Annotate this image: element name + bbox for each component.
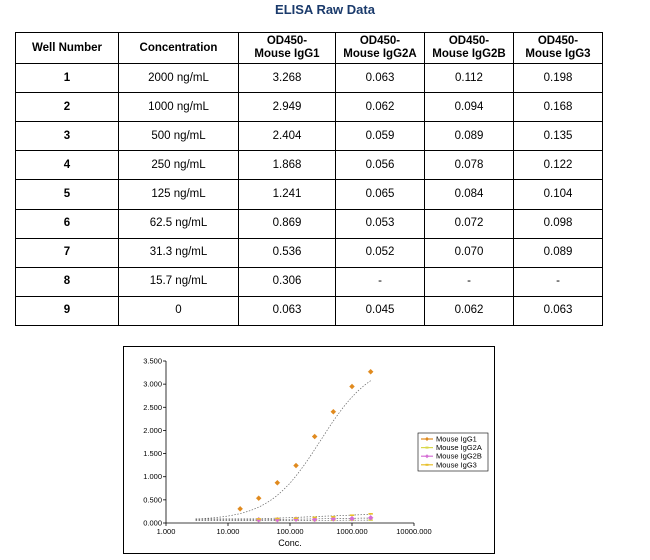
table-header-row [16,33,603,64]
od-value-cell: 0.104 [514,180,603,209]
data-point [349,384,354,389]
od-value-cell: 0.122 [514,151,603,180]
legend-label: Mouse IgG1 [436,434,477,444]
od-value-cell: 0.536 [239,238,336,267]
table-row [16,151,603,180]
well-number-cell: 7 [16,238,119,267]
data-point [238,506,243,511]
od-value-cell: - [336,267,425,296]
y-tick-label: 0.500 [143,495,162,505]
x-axis-label: Conc. [278,538,302,548]
od-value-cell: 0.070 [425,238,514,267]
column-header: OD450- Mouse IgG3 [514,33,603,64]
od-value-cell: 0.063 [514,296,603,325]
data-point [256,517,261,522]
data-point [312,434,317,439]
od-value-cell: 0.112 [425,64,514,93]
od-value-cell: 2.404 [239,122,336,151]
od-value-cell: 0.056 [336,151,425,180]
data-point [331,409,336,414]
concentration-cell: 62.5 ng/mL [119,209,239,238]
table-row [16,238,603,267]
od-value-cell: 3.268 [239,64,336,93]
x-tick-label: 10000.000 [396,527,432,536]
data-point [331,516,335,518]
od-value-cell: 2.949 [239,93,336,122]
od-value-cell: 0.053 [336,209,425,238]
od-value-cell: 1.241 [239,180,336,209]
x-tick-label: 1.000 [156,527,176,536]
well-number-cell: 6 [16,209,119,238]
od-value-cell: 0.135 [514,122,603,151]
page-title: ELISA Raw Data [275,2,375,17]
od-value-cell: 0.078 [425,151,514,180]
od-value-cell: 0.062 [425,296,514,325]
od-value-cell: 0.089 [514,238,603,267]
x-tick-label: 100.000 [276,527,304,536]
y-tick-label: 3.500 [143,356,162,366]
concentration-cell: 250 ng/mL [119,151,239,180]
data-point [275,480,280,485]
od-value-cell: 1.868 [239,151,336,180]
data-point [293,463,298,468]
data-point [368,513,372,515]
od-value-cell: 0.098 [514,209,603,238]
data-point [294,517,298,519]
od-value-cell: 0.063 [239,296,336,325]
legend-marker [426,447,429,449]
od-value-cell: 0.072 [425,209,514,238]
data-point [350,514,354,516]
elisa-data-table [15,32,603,326]
concentration-cell: 500 ng/mL [119,122,239,151]
legend-marker [426,464,429,466]
column-header: OD450- Mouse IgG2B [425,33,514,64]
od-value-cell: 0.045 [336,296,425,325]
y-tick-label: 3.000 [143,379,162,389]
y-tick-label: 0.000 [143,518,162,528]
od-value-cell: - [425,267,514,296]
column-header: OD450- Mouse IgG1 [239,33,336,64]
column-header: Concentration [119,33,239,64]
legend-label: Mouse IgG2A [436,443,482,453]
fit-curve-mouse-igg2b [196,518,371,520]
y-tick-label: 2.500 [143,402,162,412]
chart-svg [124,347,494,553]
table-row [16,296,603,325]
fit-curve-mouse-igg2a [196,520,371,521]
well-number-cell: 5 [16,180,119,209]
y-tick-label: 2.000 [143,425,162,435]
concentration-cell: 15.7 ng/mL [119,267,239,296]
x-tick-label: 1000.000 [336,527,368,536]
od-value-cell: 0.052 [336,238,425,267]
data-point [368,369,373,374]
fit-curve-mouse-igg3 [196,514,371,519]
fit-curve-mouse-igg1 [196,381,371,519]
x-tick-label: 10.000 [216,527,240,536]
well-number-cell: 2 [16,93,119,122]
data-point [256,496,261,501]
legend-label: Mouse IgG2B [436,451,482,461]
od-value-cell: 0.062 [336,93,425,122]
data-point [312,517,316,519]
od-value-cell: 0.065 [336,180,425,209]
standard-curve-chart [123,346,495,554]
od-value-cell: 0.063 [336,64,425,93]
column-header: OD450- Mouse IgG2A [336,33,425,64]
od-value-cell: 0.198 [514,64,603,93]
legend-label: Mouse IgG3 [436,460,477,470]
table-row [16,180,603,209]
table-row [16,267,603,296]
table-row [16,122,603,151]
od-value-cell: 0.094 [425,93,514,122]
concentration-cell: 2000 ng/mL [119,64,239,93]
concentration-cell: 125 ng/mL [119,180,239,209]
well-number-cell: 1 [16,64,119,93]
od-value-cell: 0.306 [239,267,336,296]
od-value-cell: 0.869 [239,209,336,238]
well-number-cell: 9 [16,296,119,325]
table-row [16,209,603,238]
table-row [16,93,603,122]
data-point [275,518,279,520]
well-number-cell: 4 [16,151,119,180]
od-value-cell: 0.089 [425,122,514,151]
y-tick-label: 1.000 [143,472,162,482]
well-number-cell: 8 [16,267,119,296]
y-tick-label: 1.500 [143,449,162,459]
od-value-cell: 0.084 [425,180,514,209]
od-value-cell: 0.059 [336,122,425,151]
concentration-cell: 31.3 ng/mL [119,238,239,267]
od-value-cell: - [514,267,603,296]
data-point [257,518,261,520]
od-value-cell: 0.168 [514,93,603,122]
concentration-cell: 1000 ng/mL [119,93,239,122]
well-number-cell: 3 [16,122,119,151]
table-row [16,64,603,93]
concentration-cell: 0 [119,296,239,325]
column-header: Well Number [16,33,119,64]
